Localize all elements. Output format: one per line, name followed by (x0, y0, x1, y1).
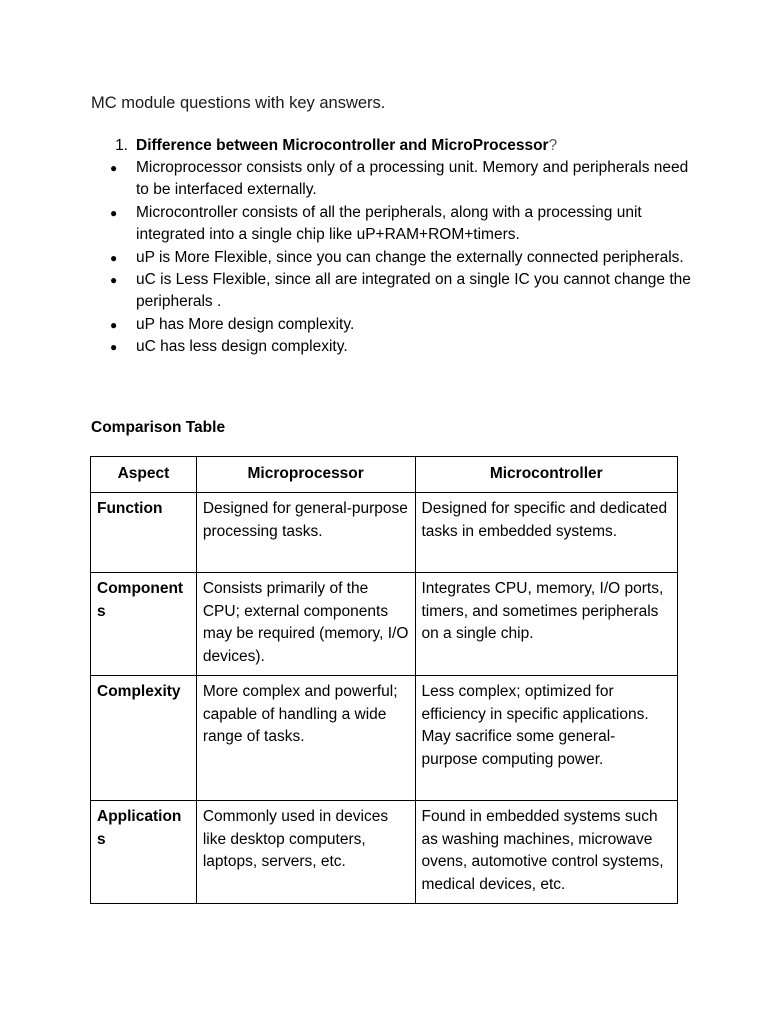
microcontroller-cell: Found in embedded systems such as washing machines, microwave ovens, automotive control systems, medical devices, etc. (415, 801, 678, 904)
column-header-aspect: Aspect (91, 457, 197, 493)
document-title: MC module questions with key answers. (91, 94, 386, 112)
question-mark: ? (548, 137, 558, 154)
microprocessor-cell: More complex and powerful; capable of handling a wide range of tasks. (196, 676, 415, 801)
microcontroller-cell: Integrates CPU, memory, I/O ports, timers, and sometimes peripherals on a single chip. (415, 573, 678, 676)
table-row (91, 676, 678, 801)
column-header-microcontroller: Microcontroller (415, 457, 678, 493)
answer-item: ● uP is More Flexible, since you can change the externally connected peripherals. (91, 247, 691, 269)
answer-item: ● uC has less design complexity. (91, 336, 691, 358)
answer-item: ● uP has More design complexity. (91, 314, 691, 336)
microprocessor-cell: Consists primarily of the CPU; external components may be required (memory, I/O devices). (196, 573, 415, 676)
table-header-row (91, 457, 678, 493)
aspect-cell: Applications (91, 801, 197, 904)
table-row (91, 493, 678, 573)
answer-item: ● Microprocessor consists only of a processing unit. Memory and peripherals need to be interfaced externally. (91, 157, 691, 202)
aspect-cell: Function (91, 493, 197, 573)
answer-item: ● uC is Less Flexible, since all are integrated on a single IC you cannot change the peripherals . (91, 269, 691, 314)
question-1 (91, 135, 691, 158)
aspect-cell: Components (91, 573, 197, 676)
answer-item: ● Microcontroller consists of all the peripherals, along with a processing unit integrated into a single chip like uP+RAM+ROM+timers. (91, 202, 691, 247)
aspect-cell: Complexity (91, 676, 197, 801)
comparison-table (90, 456, 678, 904)
microprocessor-cell: Designed for general-purpose processing tasks. (196, 493, 415, 573)
table-heading: Comparison Table (91, 419, 226, 436)
table-row (91, 573, 678, 676)
question-text: Difference between Microcontroller and MicroProcessor (136, 137, 549, 154)
answer-list (91, 157, 691, 359)
question-number: 1. (115, 137, 128, 154)
table-row (91, 801, 678, 904)
microprocessor-cell: Commonly used in devices like desktop computers, laptops, servers, etc. (196, 801, 415, 904)
microcontroller-cell: Designed for specific and dedicated tasks in embedded systems. (415, 493, 678, 573)
microcontroller-cell: Less complex; optimized for efficiency in specific applications. May sacrifice some general-purpose computing power. (415, 676, 678, 801)
column-header-microprocessor: Microprocessor (196, 457, 415, 493)
